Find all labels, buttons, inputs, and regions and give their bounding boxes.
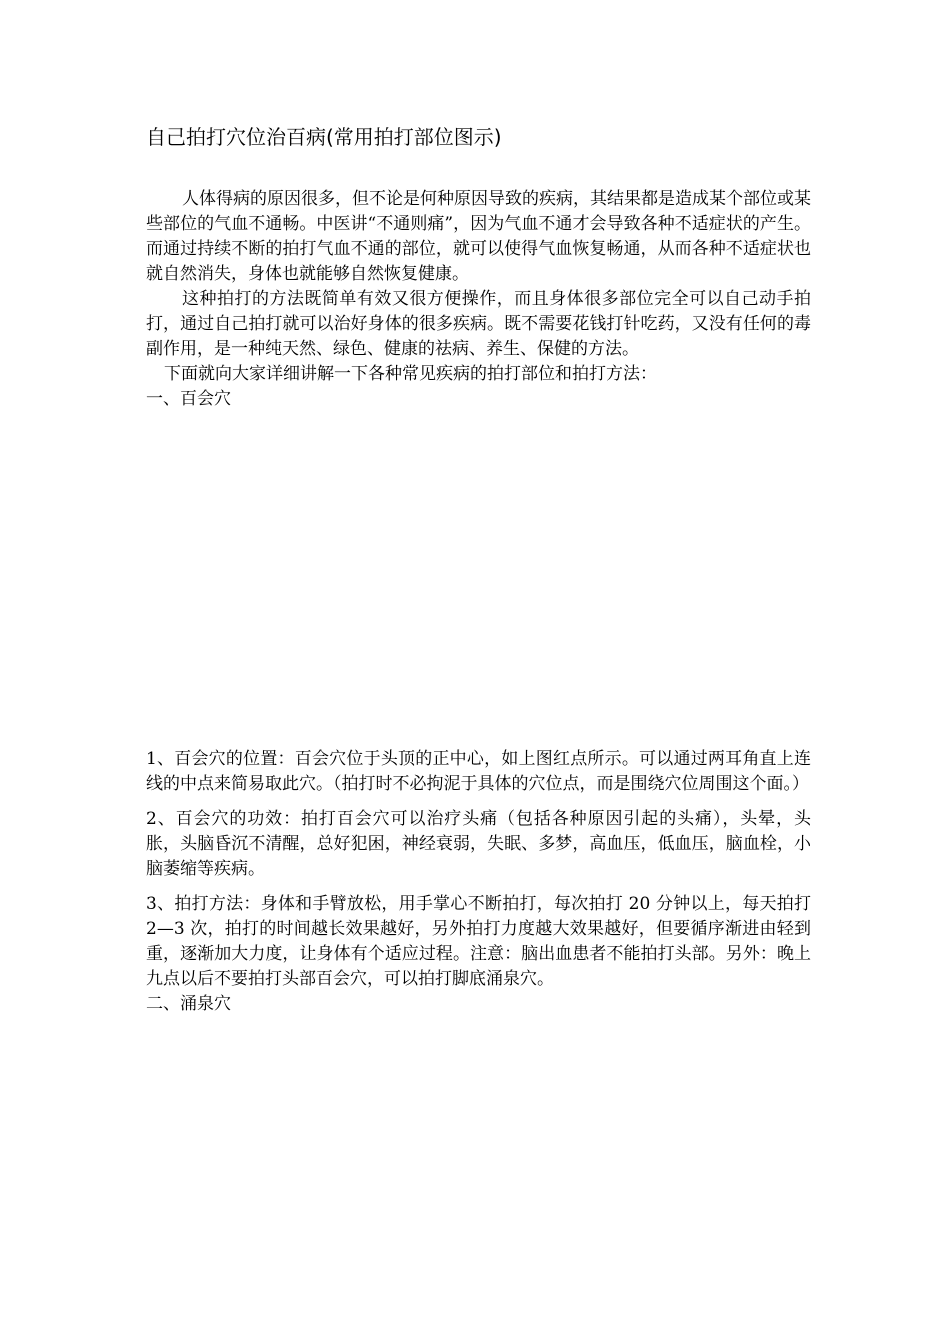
document-title: 自己拍打穴位治百病(常用拍打部位图示) [146,125,502,149]
baihui-method-item: 3、拍打方法：身体和手臂放松，用手掌心不断拍打，每次拍打 20 分钟以上，每天拍打 2—3 次，拍打的时间越长效果越好，另外拍打力度越大效果越好，但要循序渐进由轻到重，逐渐加大力度，让身体有个适应过程。注意：脑出血患者不能拍打头部。另外：晚上九点以后不要拍打头部百会穴，可以拍打脚底涌泉穴。 [146,894,811,989]
figure-placeholder-baihui [146,425,811,735]
section-heading-baihui: 一、百会穴 [146,389,231,409]
lead-line: 下面就向大家详细讲解一下各种常见疾病的拍打部位和拍打方法： [164,364,657,384]
baihui-effect-item: 2、百会穴的功效：拍打百会穴可以治疗头痛（包括各种原因引起的头痛），头晕，头胀，头脑昏沉不清醒，总好犯困，神经衰弱，失眠、多梦，高血压，低血压，脑血栓，小脑萎缩等疾病。 [146,809,811,879]
intro-paragraph: 人体得病的原因很多，但不论是何种原因导致的疾病，其结果都是造成某个部位或某些部位的气血不通畅。中医讲“不通则痛”，因为气血不通才会导致各种不适症状的产生。而通过持续不断的拍打气血不通的部位，就可以使得气血恢复畅通，从而各种不适症状也就自然消失，身体也就能够自然恢复健康。 [146,189,811,284]
figure-placeholder-yongquan [146,1050,811,1310]
intro-section [146,187,811,412]
section-heading-yongquan: 二、涌泉穴 [146,994,231,1014]
intro-paragraph: 这种拍打的方法既简单有效又很方便操作，而且身体很多部位完全可以自己动手拍打，通过自己拍打就可以治好身体的很多疾病。既不需要花钱打针吃药，又没有任何的毒副作用，是一种纯天然、绿色、健康的祛病、养生、保健的方法。 [146,289,811,359]
baihui-location-item: 1、百会穴的位置：百会穴位于头顶的正中心，如上图红点所示。可以通过两耳角直上连线的中点来简易取此穴。（拍打时不必拘泥于具体的穴位点，而是围绕穴位周围这个面。） [146,749,811,794]
baihui-details [146,747,811,1017]
